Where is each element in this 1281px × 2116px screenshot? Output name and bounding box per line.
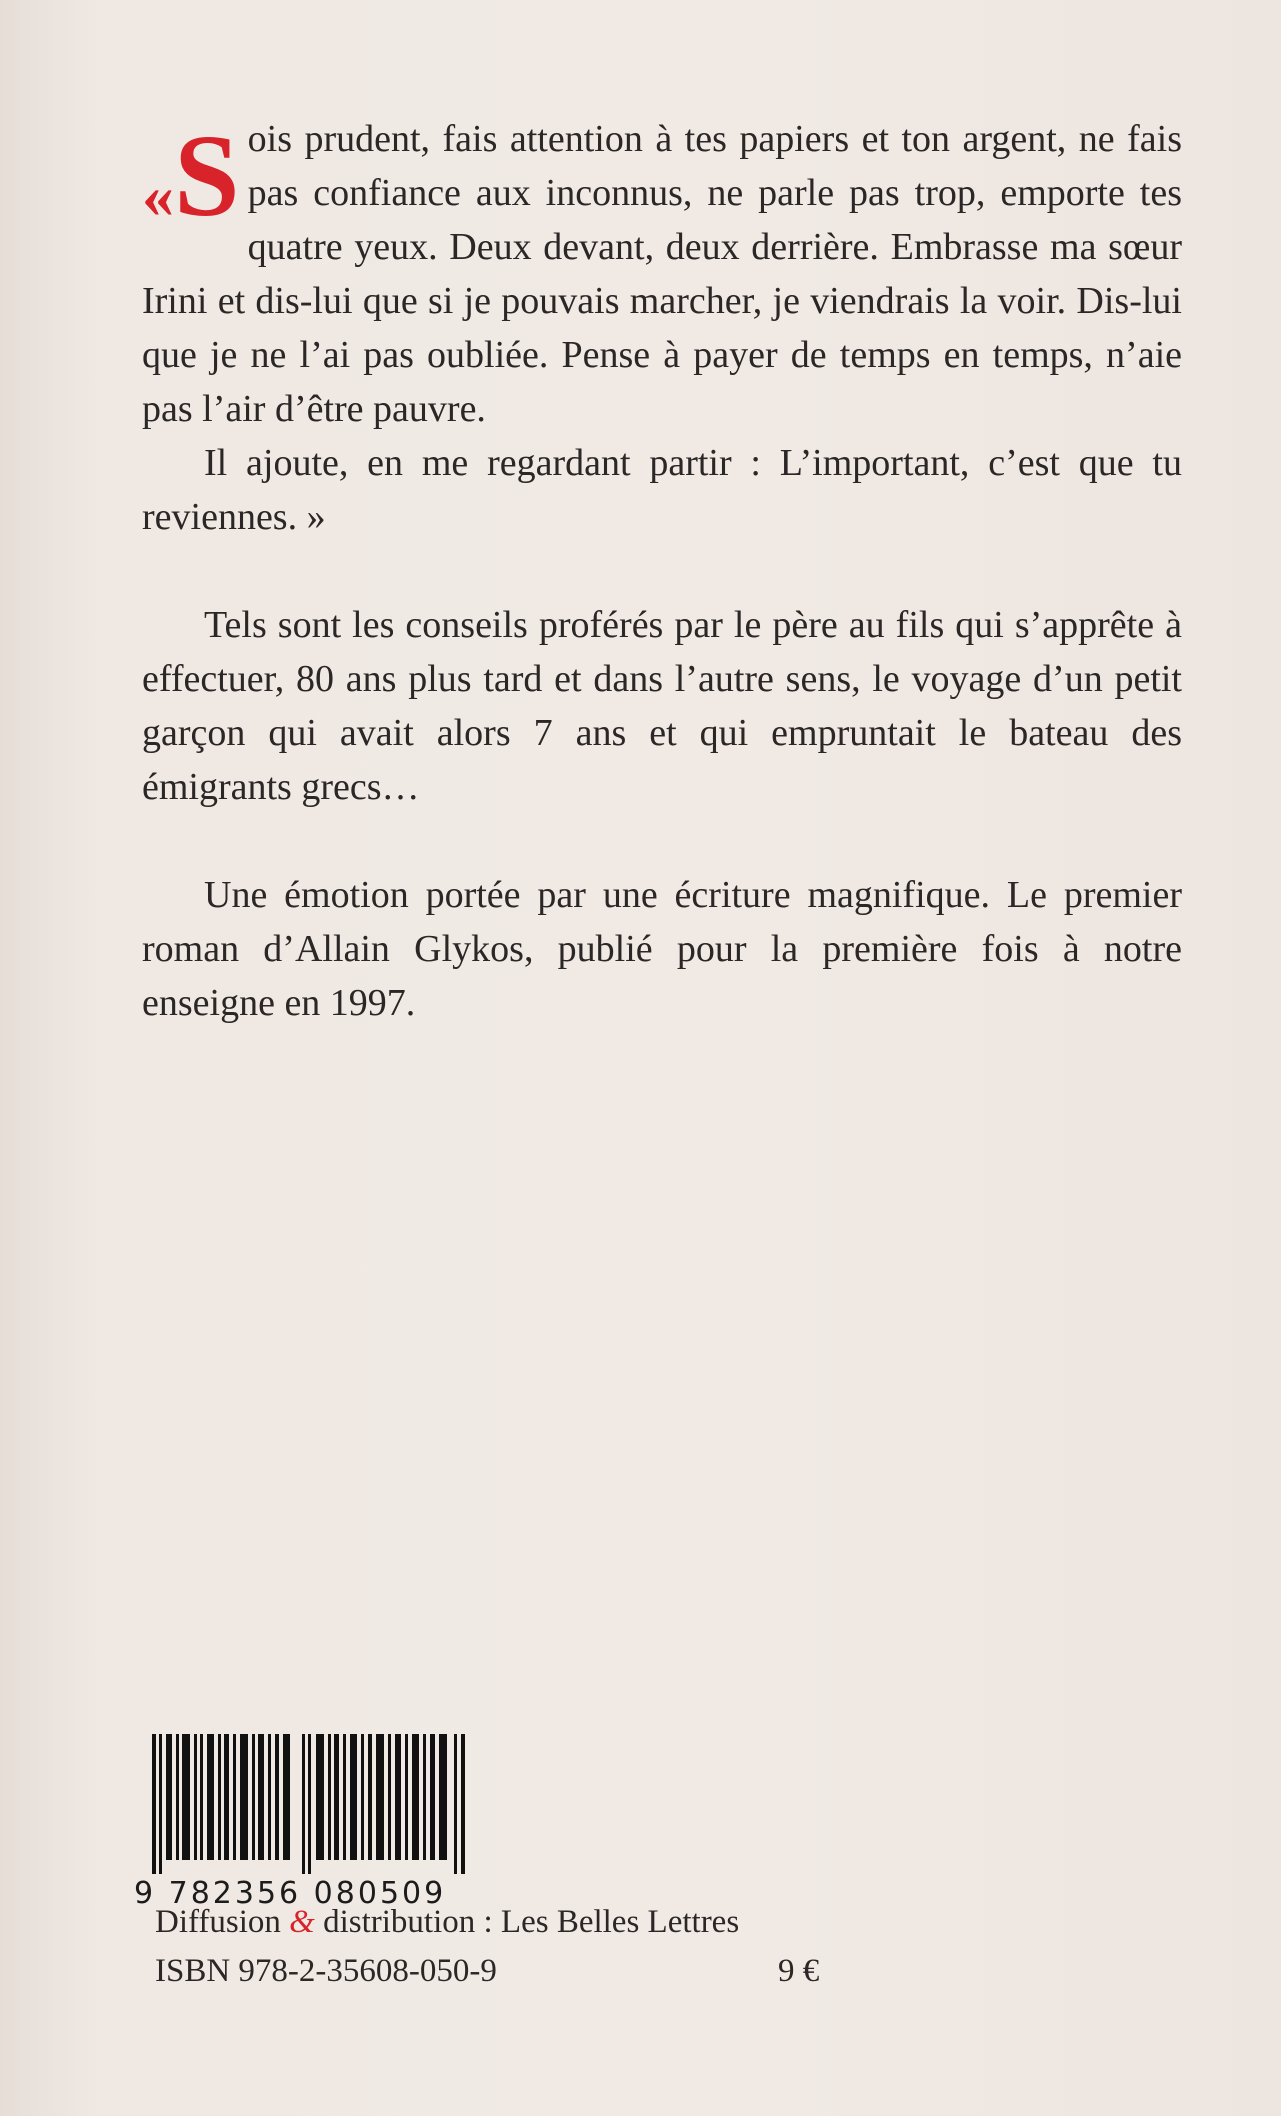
paragraph-summary: Tels sont les conseils proférés par le père au fils qui s’apprête à effectuer, 80 ans plus tard et dans l’autre sens, le voyage d’un petit garçon qui avait alors 7 ans et qui empruntait le bateau des émigrants grecs… [142, 604, 1182, 808]
dropcap-group [142, 110, 240, 241]
paragraph-departure: Il ajoute, en me regardant partir : L’important, c’est que tu reviennes. » [142, 442, 1182, 538]
opening-paragraph [142, 112, 1182, 436]
paragraph-gap [142, 544, 1182, 598]
paragraph-praise: Une émotion portée par une écriture magnifique. Le premier roman d’Allain Glykos, publié pour la première fois à notre enseigne en 1997. [142, 874, 1182, 1024]
paragraph-gap [142, 814, 1182, 868]
blurb-text [142, 112, 1182, 1030]
barcode-digits: 9 782356 080509 [134, 1876, 447, 1911]
ampersand: & [289, 1904, 315, 1940]
opening-guillemet: « [142, 160, 172, 231]
distribution-line [155, 1904, 739, 1941]
opening-text: ois prudent, fais attention à tes papiers et ton argent, ne fais pas confiance aux inconnus, ne parle pas trop, emporte tes quatre yeux. Deux devant, deux derrière. Embrasse ma sœur Irini et dis-lui que si je pouvais marcher, je viendrais la voir. Dis-lui que je ne l’ai pas oubliée. Pense à payer de temps en temps, n’aie pas l’air d’être pauvre. [142, 118, 1182, 430]
price: 9 € [778, 1953, 820, 1989]
isbn: ISBN 978-2-35608-050-9 [155, 1953, 497, 1989]
dropcap-letter: S [174, 110, 240, 241]
barcode [152, 1734, 466, 1874]
distribution-label: distribution : Les Belles Lettres [323, 1904, 740, 1940]
diffusion-label: Diffusion [155, 1904, 281, 1940]
